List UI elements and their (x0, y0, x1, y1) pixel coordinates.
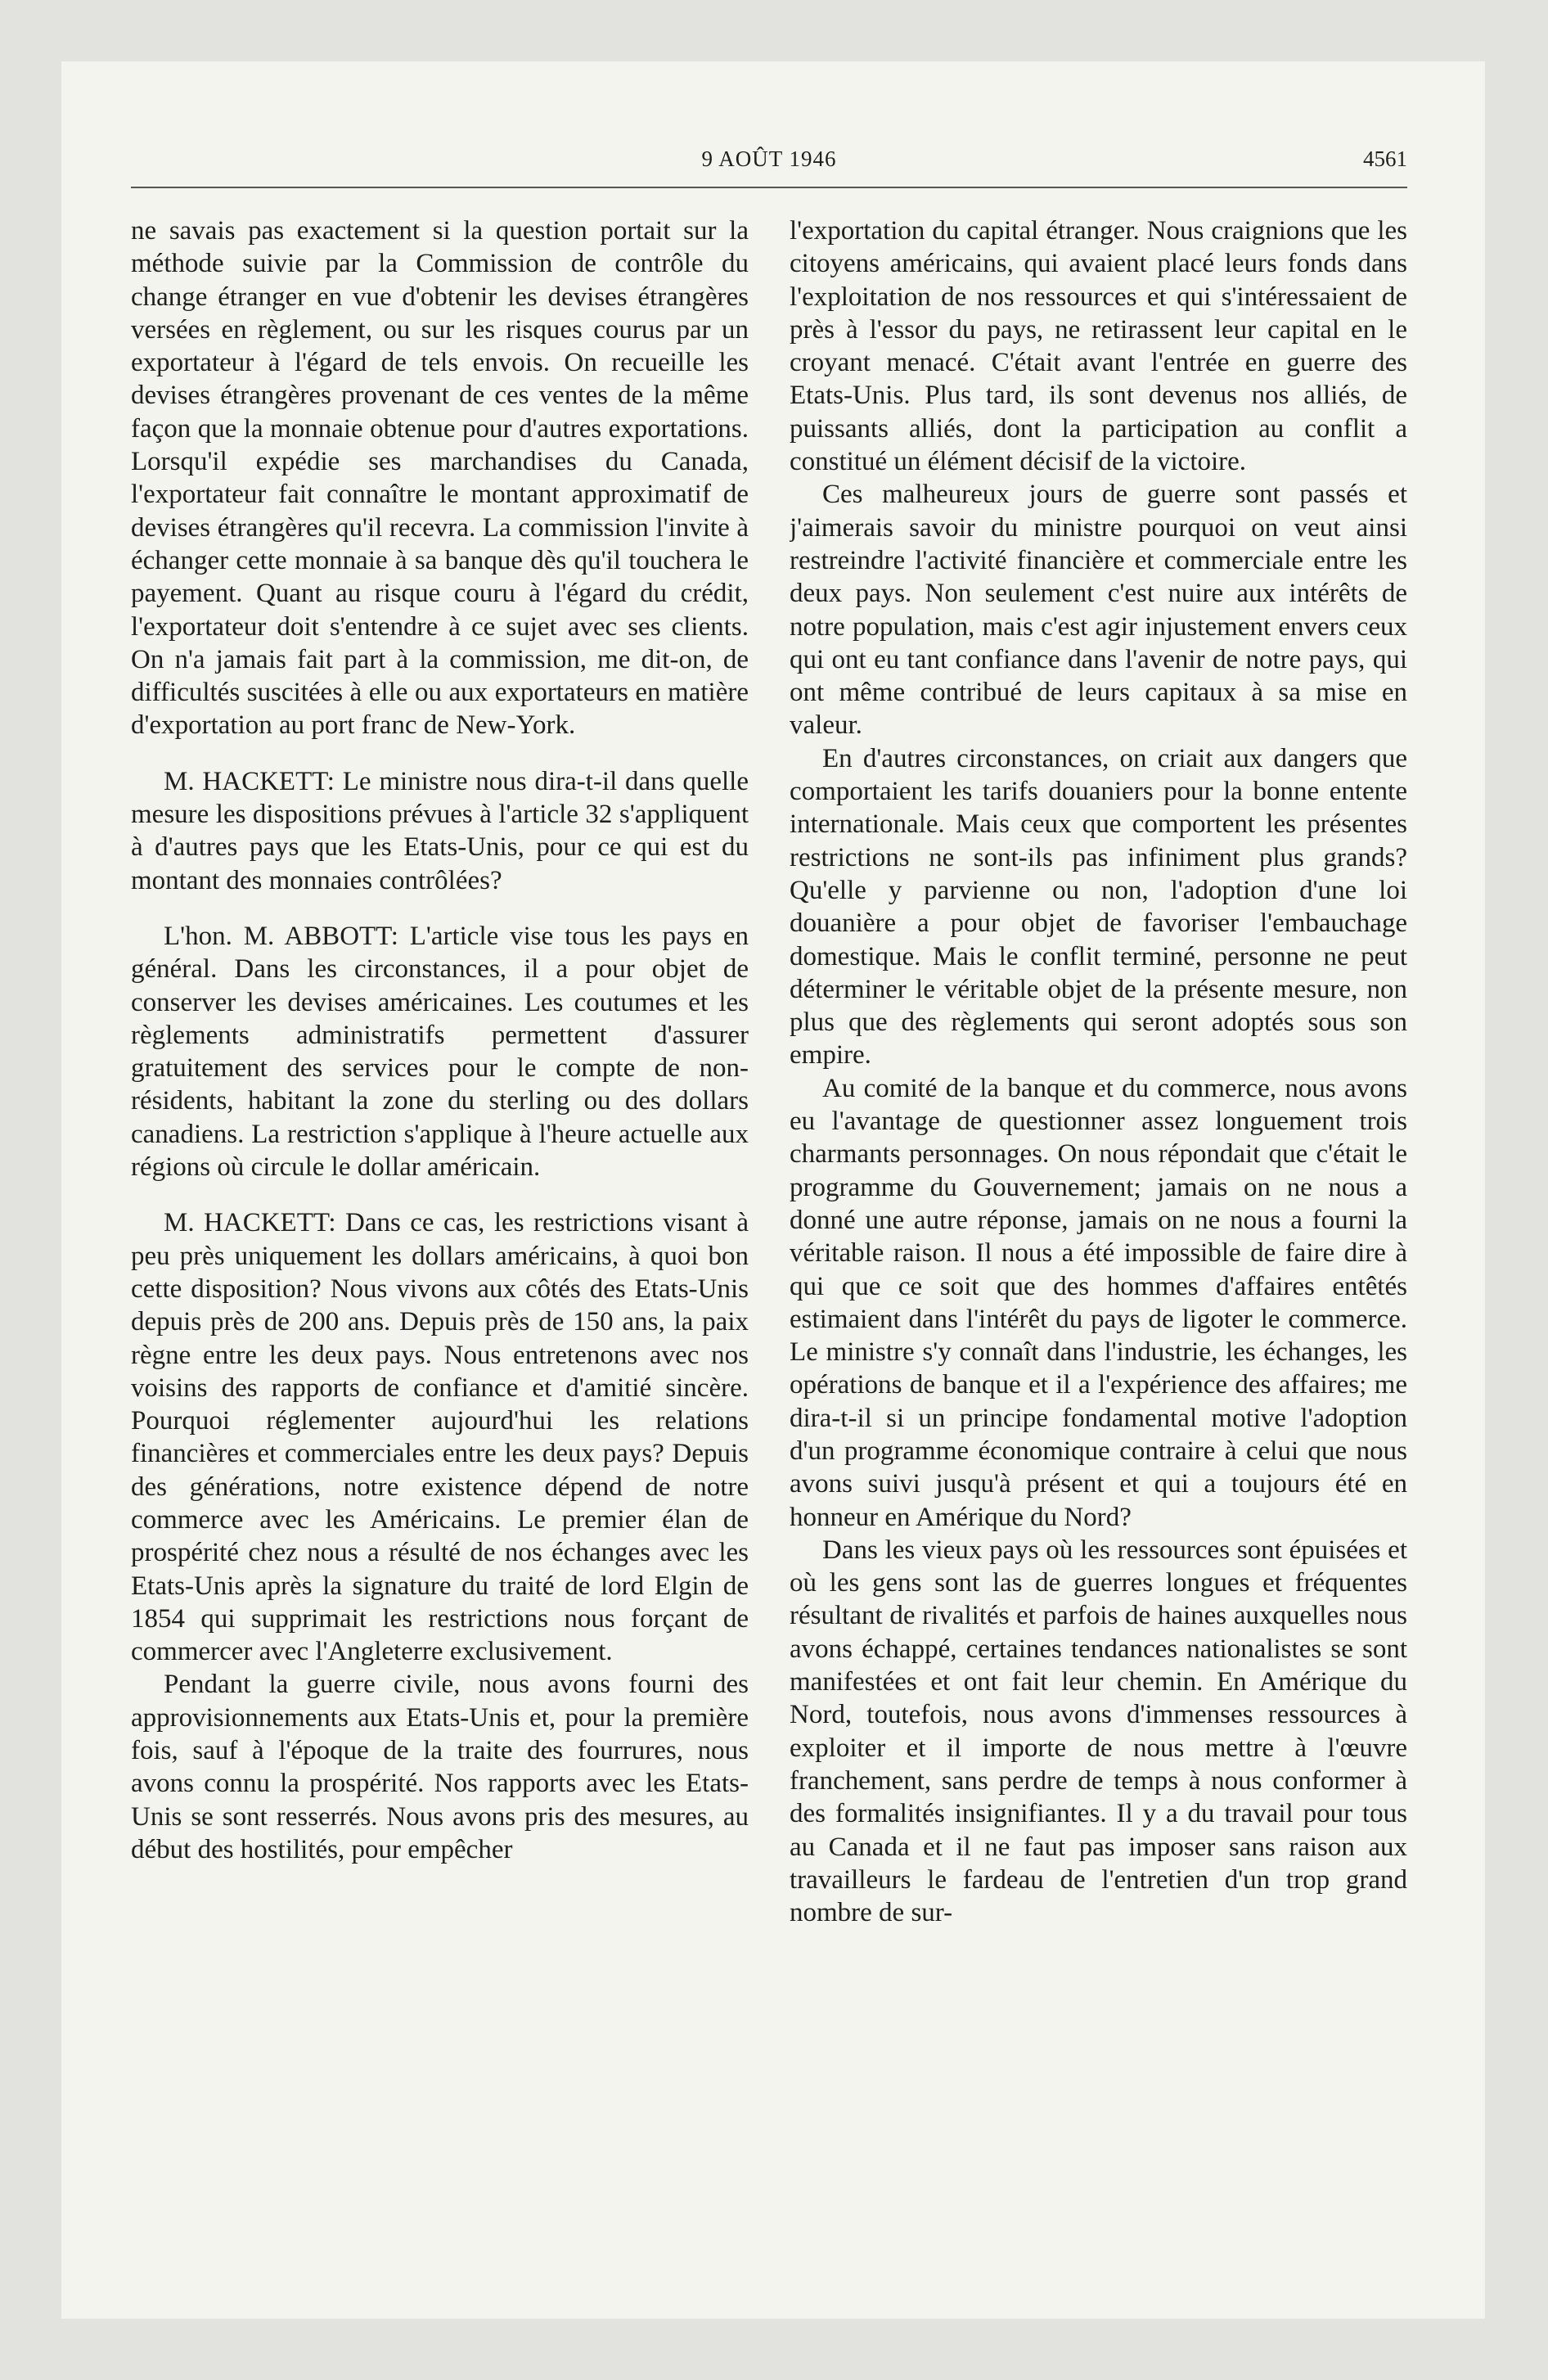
header-rule (131, 187, 1407, 188)
paragraph: Dans les vieux pays où les ressources sont épuisées et où les gens sont las de guerres longues et fréquentes résultant de rivalités et parfois de haines auxquelles nous avons échappé, certaines tendances nationalistes se sont manifestées et ont fait leur chemin. En Amérique du Nord, toutefois, nous avons d'immenses ressources à exploiter et il importe de nous mettre à l'œuvre franchement, sans perdre de temps à nous conformer à des formalités insignifiantes. Il y a du travail pour tous au Canada et il ne faut pas imposer sans raison aux travailleurs le fardeau de l'entretien d'un trop grand nombre de sur- (790, 1535, 1407, 1928)
right-column (790, 214, 1407, 2220)
paragraph: ne savais pas exactement si la question portait sur la méthode suivie par la Commission de contrôle du change étranger en vue d'obtenir les devises étrangères versées en règlement, ou sur les risques courus par un exportateur à l'égard de tels envois. On recueille les devises étrangères provenant de ces ventes de la même façon que la monnaie obtenue pour d'autres exportations. Lorsqu'il expédie ses marchandises du Canada, l'exportateur fait connaître le montant approximatif de devises étrangères qu'il recevra. La commission l'invite à échanger cette monnaie à sa banque dès qu'il touchera le payement. Quant au risque couru à l'égard du crédit, l'exportateur doit s'entendre à ce sujet avec ses clients. On n'a jamais fait part à la commission, me dit-on, de difficultés suscitées à elle ou aux exportateurs en matière d'exportation au port franc de New-York. (131, 216, 749, 741)
page-header (131, 143, 1407, 184)
paragraph: Au comité de la banque et du commerce, nous avons eu l'avantage de questionner assez longuement trois charmants personnages. On nous répondait que c'était le programme du Gouvernement; jamais on ne nous a donné une autre réponse, jamais on ne nous a fourni la véritable raison. Il nous a été impossible de faire dire à qui que ce soit que des hommes d'affaires entêtés estimaient dans l'intérêt du pays de ligoter le commerce. Le ministre s'y connaît dans l'industrie, les échanges, les opérations de banque et il a l'expérience des affaires; me dira-t-il si un principe fondamental motive l'adoption d'un programme économique contraire à celui que nous avons suivi jusqu'à présent et qui a toujours été en honneur en Amérique du Nord? (790, 1073, 1407, 1532)
paragraph: En d'autres circonstances, on criait aux dangers que comportaient les tarifs douaniers pour la bonne entente internationale. Mais ceux que comportent les présentes restrictions ne sont-ils pas infiniment plus grands? Qu'elle y parvienne ou non, l'adoption d'une loi douanière a pour objet de favoriser l'embauchage domestique. Mais le conflit terminé, personne ne peut déterminer le véritable objet de la présente mesure, non plus que des règlements qui seront adoptés sous son empire. (790, 743, 1407, 1071)
page-date: 9 AOÛT 1946 (701, 146, 837, 171)
speech-paragraph: M. HACKETT: Le ministre nous dira-t-il dans quelle mesure les dispositions prévues à l'article 32 s'appliquent à d'autres pays que les Etats-Unis, pour ce qui est du montant des monnaies contrôlées? (131, 766, 749, 895)
speech-paragraph: L'hon. M. ABBOTT: L'article vise tous les pays en général. Dans les circonstances, il a pour objet de conserver les devises américaines. Les coutumes et les règlements administratifs permettent d'assurer gratuitement des services pour le compte de non-résidents, habitant la zone du sterling ou des dollars canadiens. La restriction s'applique à l'heure actuelle aux régions où circule le dollar américain. (131, 921, 749, 1183)
left-column (131, 214, 749, 2220)
paragraph: l'exportation du capital étranger. Nous craignions que les citoyens américains, qui avaient placé leurs fonds dans l'exploitation de nos ressources et qui s'intéressaient de près à l'essor du pays, ne retirassent leur capital en le croyant menacé. C'était avant l'entrée en guerre des Etats-Unis. Plus tard, ils sont devenus nos alliés, de puissants alliés, dont la participation au conflit a constitué un élément décisif de la victoire. (790, 216, 1407, 477)
paragraph: Pendant la guerre civile, nous avons fourni des approvisionnements aux Etats-Unis et, pour la première fois, sauf à l'époque de la traite des fourrures, nous avons connu la prospérité. Nos rapports avec les Etats-Unis se sont resserrés. Nous avons pris des mesures, au début des hostilités, pour empêcher (131, 1670, 749, 1864)
paragraph: Ces malheureux jours de guerre sont passés et j'aimerais savoir du ministre pourquoi on veut ainsi restreindre l'activité financière et commerciale entre les deux pays. Non seulement c'est nuire aux intérêts de notre population, mais c'est agir injustement envers ceux qui ont eu tant confiance dans l'avenir de notre pays, qui ont même contribué de leurs capitaux à sa mise en valeur. (790, 480, 1407, 741)
page-number: 4561 (1363, 146, 1407, 171)
speech-paragraph: M. HACKETT: Dans ce cas, les restrictions visant à peu près uniquement les dollars américains, à quoi bon cette disposition? Nous vivons aux côtés des Etats-Unis depuis près de 200 ans. Depuis près de 150 ans, la paix règne entre les deux pays. Nous entretenons avec nos voisins des rapports de confiance et d'amitié sincère. Pourquoi réglementer aujourd'hui les relations financières et commerciales entre les deux pays? Depuis des générations, notre existence dépend de notre commerce avec les Américains. Le premier élan de prospérité chez nous a résulté de nos échanges avec les Etats-Unis après la signature du traité de lord Elgin de 1854 qui supprimait les restrictions nous forçant de commercer avec l'Angleterre exclusivement. (131, 1208, 749, 1667)
